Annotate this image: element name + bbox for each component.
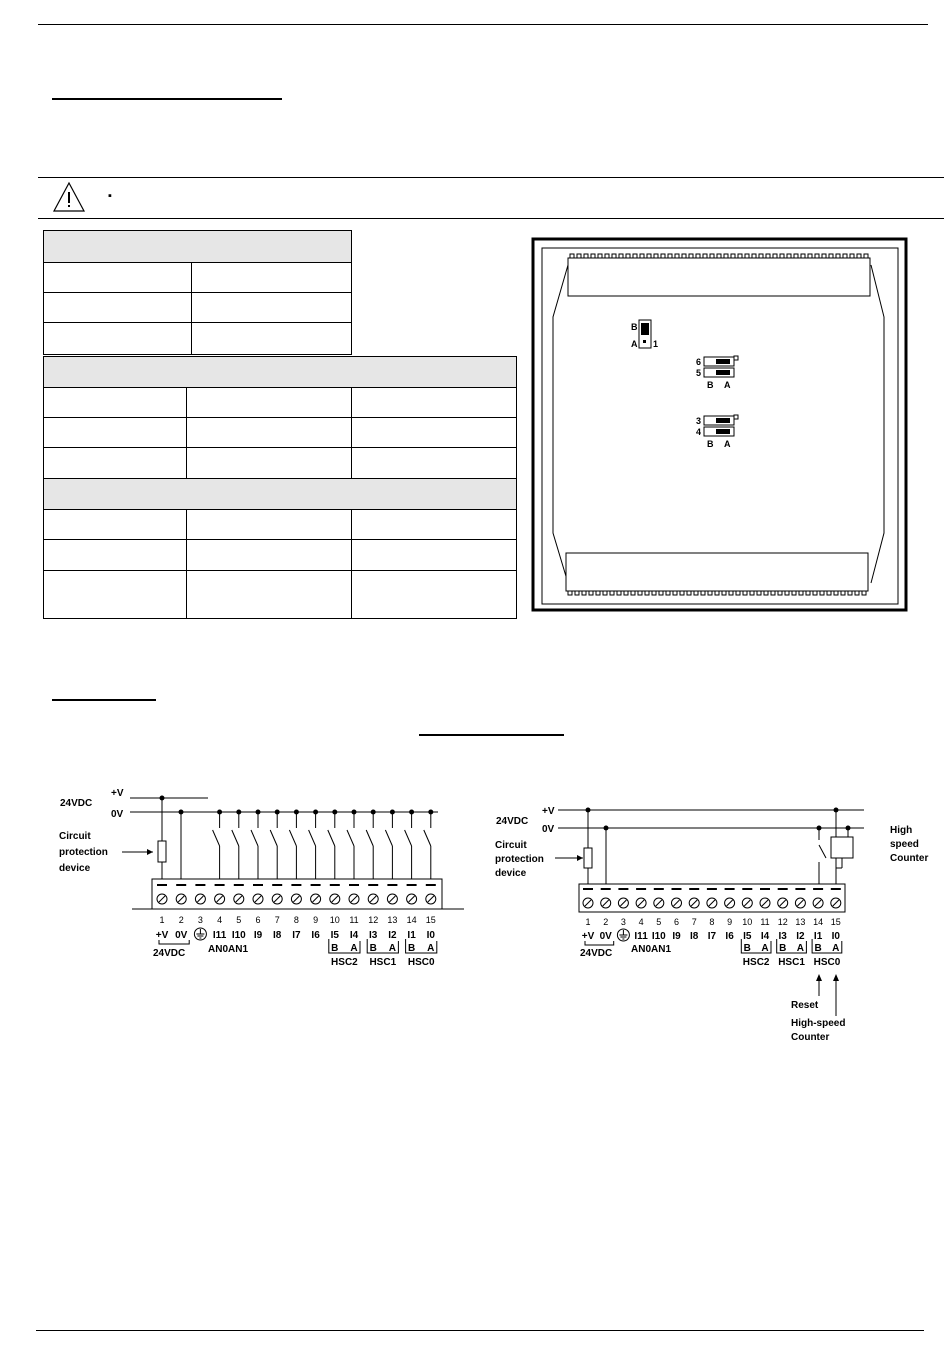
hsc-b-label: B <box>743 943 751 954</box>
hsc-a-label: A <box>350 943 358 954</box>
terminal-slot <box>707 888 717 890</box>
terminal-pin-label: I9 <box>672 931 681 942</box>
terminal-slot <box>330 884 340 886</box>
warning-icon <box>52 181 86 213</box>
right-protection-2: protection <box>495 854 544 865</box>
left-protection-1: Circuit <box>59 831 91 842</box>
hsc-group-label: HSC2 <box>331 957 358 968</box>
terminal-number: 10 <box>329 915 340 925</box>
terminal-slot <box>813 888 823 890</box>
terminal-number: 7 <box>691 917 697 927</box>
terminal-slot <box>742 888 752 890</box>
j3-col-a: A <box>724 439 731 449</box>
left-supply-label: 24VDC <box>60 798 93 809</box>
hsc-a-label: A <box>427 943 435 954</box>
input-switch <box>347 830 354 846</box>
j1-label-pin: 1 <box>653 339 659 349</box>
terminal-slot <box>778 888 788 890</box>
hsc-a-label: A <box>388 943 397 954</box>
spec-table-1 <box>43 230 352 355</box>
jumper-board-diagram <box>531 237 909 613</box>
terminal-pin-label: I0 <box>831 931 840 942</box>
right-counter-3: Counter <box>890 853 929 864</box>
right-zero-v: 0V <box>542 824 555 835</box>
terminal-slot <box>407 884 417 886</box>
input-switch <box>309 830 316 846</box>
terminal-number: 4 <box>217 915 223 925</box>
hsc-group-label: HSC0 <box>407 957 435 968</box>
terminal-pin-label: I8 <box>690 931 699 942</box>
terminal-pin-label: I8 <box>273 930 282 941</box>
terminal-slot <box>253 884 263 886</box>
terminal-slot <box>234 884 244 886</box>
hsc-group-label: HSC1 <box>778 957 805 968</box>
hsc-b-label: B <box>407 943 416 954</box>
hsc-b-label: B <box>814 943 822 954</box>
right-plus-v: +V <box>542 806 555 817</box>
terminal-number: 2 <box>178 915 184 925</box>
section-underline-3 <box>419 734 564 736</box>
terminal-pin-label: I10 <box>231 930 246 941</box>
terminal-pin-label: +V <box>581 931 595 942</box>
input-switch <box>213 830 220 846</box>
terminal-slot <box>387 884 397 886</box>
input-switch <box>424 830 431 846</box>
section-underline-1 <box>52 98 282 100</box>
left-bottom-analog: AN0AN1 <box>208 944 249 955</box>
terminal-slot <box>157 884 167 886</box>
hsc-group-label: HSC1 <box>369 957 397 968</box>
j2-row-6: 6 <box>696 357 702 367</box>
top-rule <box>38 24 928 25</box>
terminal-slot <box>831 888 841 890</box>
terminal-number: 7 <box>274 915 280 925</box>
terminal-pin-label: I4 <box>760 931 770 942</box>
terminal-pin-label: I9 <box>253 930 263 941</box>
terminal-number: 3 <box>620 917 626 927</box>
left-zero-v: 0V <box>111 809 124 820</box>
terminal-pin-label: 0V <box>175 930 188 941</box>
terminal-slot <box>311 884 321 886</box>
spec-table-2 <box>43 356 517 619</box>
terminal-pin-label: I7 <box>707 931 717 942</box>
terminal-slot <box>272 884 282 886</box>
terminal-number: 13 <box>795 917 806 927</box>
terminal-number: 1 <box>585 917 591 927</box>
input-switch <box>385 830 392 846</box>
input-switch <box>270 830 277 846</box>
terminal-number: 14 <box>406 915 417 925</box>
left-bottom-supply: 24VDC <box>153 948 186 959</box>
wiring-diagram-hsc <box>490 798 940 1048</box>
hsc-a-label: A <box>796 943 805 954</box>
terminal-number: 12 <box>368 915 379 925</box>
right-bottom-supply: 24VDC <box>580 948 613 959</box>
j3-row-3: 3 <box>696 416 702 426</box>
input-switch <box>289 830 296 846</box>
terminal-slot <box>636 888 646 890</box>
terminal-number: 12 <box>777 917 788 927</box>
terminal-slot <box>215 884 225 886</box>
right-protection-3: device <box>495 868 527 879</box>
terminal-pin-label: I5 <box>743 931 752 942</box>
hsc-b-label: B <box>779 943 787 954</box>
terminal-number: 13 <box>387 915 398 925</box>
terminal-slot <box>583 888 593 890</box>
input-switch <box>328 830 335 846</box>
terminal-pin-label: I0 <box>426 930 435 941</box>
terminal-slot <box>654 888 664 890</box>
terminal-number: 6 <box>673 917 680 927</box>
terminal-number: 8 <box>709 917 715 927</box>
j3-col-b: B <box>707 439 714 449</box>
right-bottom-analog: AN0AN1 <box>631 944 672 955</box>
terminal-pin-label: +V <box>155 930 169 941</box>
warning-bullet: ▪ <box>108 190 112 202</box>
j1-label-b: B <box>631 322 638 332</box>
hsc-b-label: B <box>331 943 339 954</box>
right-hs-counter-2: Counter <box>791 1032 830 1043</box>
terminal-number: 5 <box>656 917 662 927</box>
terminal-slot <box>725 888 735 890</box>
terminal-slot <box>760 888 770 890</box>
terminal-number: 11 <box>760 917 770 927</box>
terminal-pin-label: I5 <box>330 930 339 941</box>
terminal-slot <box>689 888 699 890</box>
right-counter-2: speed <box>890 839 919 850</box>
terminal-pin-label: I11 <box>212 930 227 941</box>
terminal-pin-label: I6 <box>725 931 734 942</box>
hsc-group-label: HSC0 <box>813 957 841 968</box>
input-switch <box>366 830 373 846</box>
terminal-slot <box>291 884 301 886</box>
left-protection-2: protection <box>59 847 108 858</box>
terminal-pin-label: I3 <box>778 931 787 942</box>
terminal-slot <box>195 884 205 886</box>
terminal-pin-label: I2 <box>388 930 397 941</box>
warning-top-rule <box>38 177 944 178</box>
terminal-slot <box>349 884 359 886</box>
terminal-pin-label: I10 <box>651 931 666 942</box>
right-protection-1: Circuit <box>495 840 527 851</box>
terminal-pin-label: I2 <box>796 931 805 942</box>
terminal-number: 1 <box>159 915 165 925</box>
terminal-slot <box>176 884 186 886</box>
terminal-slot <box>601 888 611 890</box>
terminal-pin-label: I1 <box>813 931 823 942</box>
bottom-rule <box>36 1330 924 1331</box>
hsc-group-label: HSC2 <box>742 957 770 968</box>
terminal-number: 9 <box>313 915 319 925</box>
terminal-pin-label: I1 <box>407 930 416 941</box>
terminal-slot <box>672 888 682 890</box>
terminal-slot <box>368 884 378 886</box>
terminal-slot <box>618 888 628 890</box>
terminal-number: 9 <box>727 917 733 927</box>
left-plus-v: +V <box>111 788 124 799</box>
terminal-slot <box>795 888 805 890</box>
terminal-number: 3 <box>197 915 203 925</box>
j2-col-b: B <box>707 380 714 390</box>
terminal-pin-label: I3 <box>369 930 378 941</box>
terminal-pin-label: I4 <box>349 930 359 941</box>
hsc-a-label: A <box>832 943 840 954</box>
terminal-pin-label: I6 <box>311 930 320 941</box>
terminal-number: 6 <box>255 915 261 925</box>
terminal-number: 5 <box>236 915 242 925</box>
terminal-pin-label: I7 <box>292 930 301 941</box>
right-hs-counter-1: High-speed <box>791 1018 846 1029</box>
terminal-pin-label: 0V <box>599 931 612 942</box>
hsc-b-label: B <box>369 943 377 954</box>
right-reset-label: Reset <box>791 1000 819 1011</box>
terminal-number: 2 <box>603 917 609 927</box>
input-switch <box>405 830 412 846</box>
terminal-number: 10 <box>742 917 753 927</box>
terminal-pin-label: I11 <box>634 931 648 942</box>
terminal-number: 8 <box>293 915 299 925</box>
left-protection-3: device <box>59 863 91 874</box>
right-supply-label: 24VDC <box>496 816 529 827</box>
right-counter-1: High <box>890 825 913 836</box>
terminal-number: 4 <box>638 917 644 927</box>
terminal-slot <box>426 884 436 886</box>
wiring-diagram-npn <box>50 780 470 980</box>
terminal-number: 15 <box>425 915 436 925</box>
hsc-a-label: A <box>761 943 769 954</box>
input-switch <box>251 830 258 846</box>
j1-label-a: A <box>631 339 638 349</box>
input-switch <box>232 830 239 846</box>
terminal-number: 15 <box>830 917 841 927</box>
warning-bottom-rule <box>38 218 944 219</box>
j2-col-a: A <box>724 380 731 390</box>
section-underline-2 <box>52 699 156 701</box>
j3-row-4: 4 <box>696 427 702 437</box>
terminal-number: 11 <box>349 915 359 925</box>
j2-row-5: 5 <box>696 368 702 378</box>
terminal-number: 14 <box>813 917 824 927</box>
